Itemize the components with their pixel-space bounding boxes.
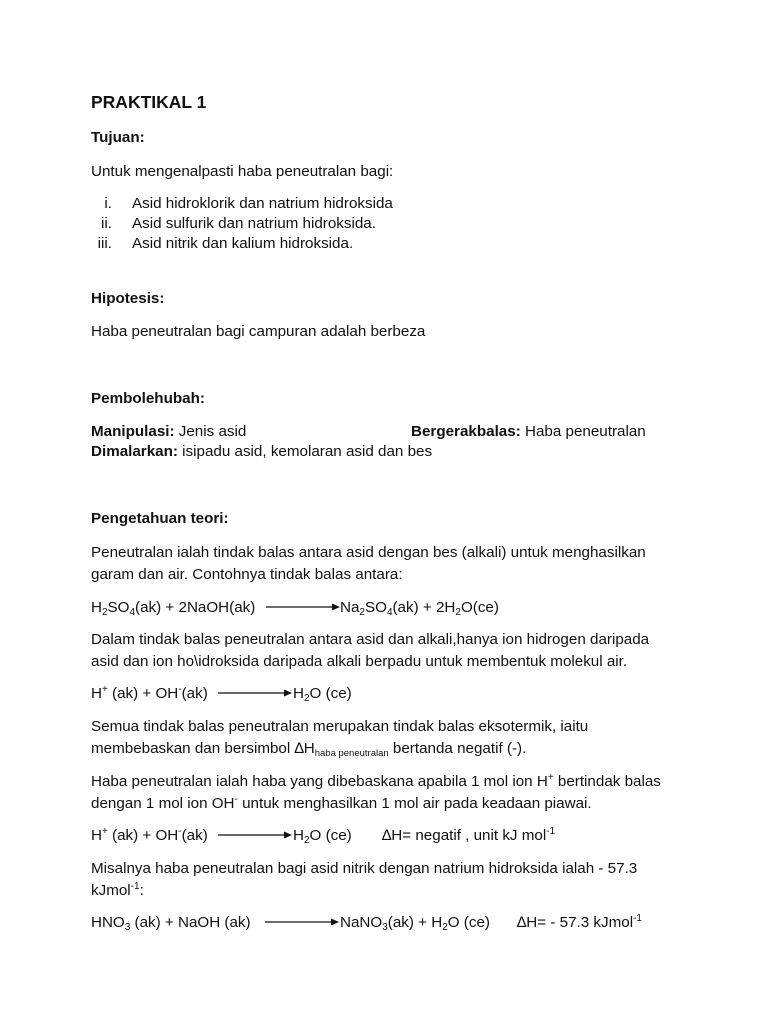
teori-paragraph-3-line-2: membebaskan dan bersimbol $\Delta H_{haba peneutralan}$ bertanda negatif (-). <box>91 740 527 759</box>
list-item <box>86 234 353 254</box>
list-item-text: Asid nitrik dan kalium hidroksida. <box>132 235 354 252</box>
bergerakbalas-line <box>411 422 646 442</box>
list-item-text: Asid sulfurik dan natrium hidroksida. <box>132 215 376 232</box>
equation-3-left: H+ (ak) + OH-(ak) <box>91 826 208 844</box>
hipotesis-text: Haba peneutralan bagi campuran adalah berbeza <box>91 323 426 340</box>
delta-symbol: ∆ <box>294 740 304 757</box>
manipulasi-line <box>91 422 246 442</box>
equation-3-enthalpy: ∆H= negatif , unit kJ mol$^{-1}$ <box>382 826 556 844</box>
equation-1-left: $H_2SO_4(ak)$ + 2NaOH(ak) <box>91 599 256 618</box>
teori-paragraph-3-line-1: Semua tindak balas peneutralan merupakan tindak balas eksotermik, iaitu <box>91 718 589 735</box>
delta-symbol: ∆ <box>382 827 392 844</box>
dimalarkan-value: isipadu asid, kemolaran asid dan bes <box>177 443 433 460</box>
bergerakbalas-value: Haba peneutralan <box>520 423 646 440</box>
teori-paragraph-2-line-1: Dalam tindak balas peneutralan antara asid dan alkali,hanya ion hidrogen daripada <box>91 631 650 648</box>
list-item-text: Asid hidroklorik dan natrium hidroksida <box>132 195 393 212</box>
teori-paragraph-1-line-2: garam dan air. Contohnya tindak balas antara: <box>91 566 403 583</box>
list-item-number: iii. <box>97 235 112 252</box>
arrow-icon <box>262 598 344 618</box>
pembolehubah-heading: Pembolehubah: <box>91 390 205 407</box>
manipulasi-label: Manipulasi: <box>91 423 175 440</box>
equation-4-right: NaNO$_3$(ak) + $H_2O$ (ce) <box>340 914 490 933</box>
teori-paragraph-4-line-2: dengan 1 mol ion OH- untuk menghasilkan 1 mol air pada keadaan piawai. <box>91 794 592 812</box>
list-item-number: ii. <box>101 215 112 232</box>
equation-3-right: $H_2O$ (ce) <box>293 827 352 846</box>
equation-1-right: $Na_2SO_4(ak) + 2H_2O(ce)$ <box>340 599 499 618</box>
list-item-number: i. <box>104 195 112 212</box>
tujuan-heading: Tujuan: <box>91 129 145 146</box>
dimalarkan-label: Dimalarkan: <box>91 443 178 460</box>
teori-paragraph-2-line-2: asid dan ion ho\idroksida daripada alkali berpadu untuk membentuk molekul air. <box>91 653 628 670</box>
page-title: PRAKTIKAL 1 <box>91 92 207 112</box>
arrow-icon <box>261 913 343 933</box>
teori-paragraph-1-line-1: Peneutralan ialah tindak balas antara asid dengan bes (alkali) untuk menghasilkan <box>91 544 646 561</box>
list-item <box>86 214 376 234</box>
teori-paragraph-5-line-1: Misalnya haba peneutralan bagi asid nitrik dengan natrium hidroksida ialah - 57.3 <box>91 860 638 877</box>
hipotesis-heading: Hipotesis: <box>91 290 165 307</box>
teori-heading: Pengetahuan teori: <box>91 510 229 527</box>
tujuan-intro: Untuk mengenalpasti haba peneutralan bagi: <box>91 163 394 180</box>
equation-4-enthalpy: ∆H= - 57.3 kJmol$^{-1}$ <box>517 913 642 931</box>
equation-4-left: $HNO_3$ (ak) + NaOH (ak) <box>91 914 251 933</box>
list-item <box>86 194 393 214</box>
manipulasi-value: Jenis asid <box>174 423 247 440</box>
teori-paragraph-4-line-1: Haba peneutralan ialah haba yang dibebaskana apabila 1 mol ion H+ bertindak balas <box>91 772 661 790</box>
arrow-icon <box>214 826 296 846</box>
delta-symbol: ∆ <box>517 914 527 931</box>
teori-paragraph-5-line-2: kJmol$^{-1}$: <box>91 881 144 899</box>
equation-2-right: $H_2O$ (ce) <box>293 685 352 704</box>
equation-2-left: H+ (ak) + OH-(ak) <box>91 684 208 702</box>
bergerakbalas-label: Bergerakbalas: <box>411 423 521 440</box>
dimalarkan-line <box>91 442 432 462</box>
arrow-icon <box>214 684 296 704</box>
